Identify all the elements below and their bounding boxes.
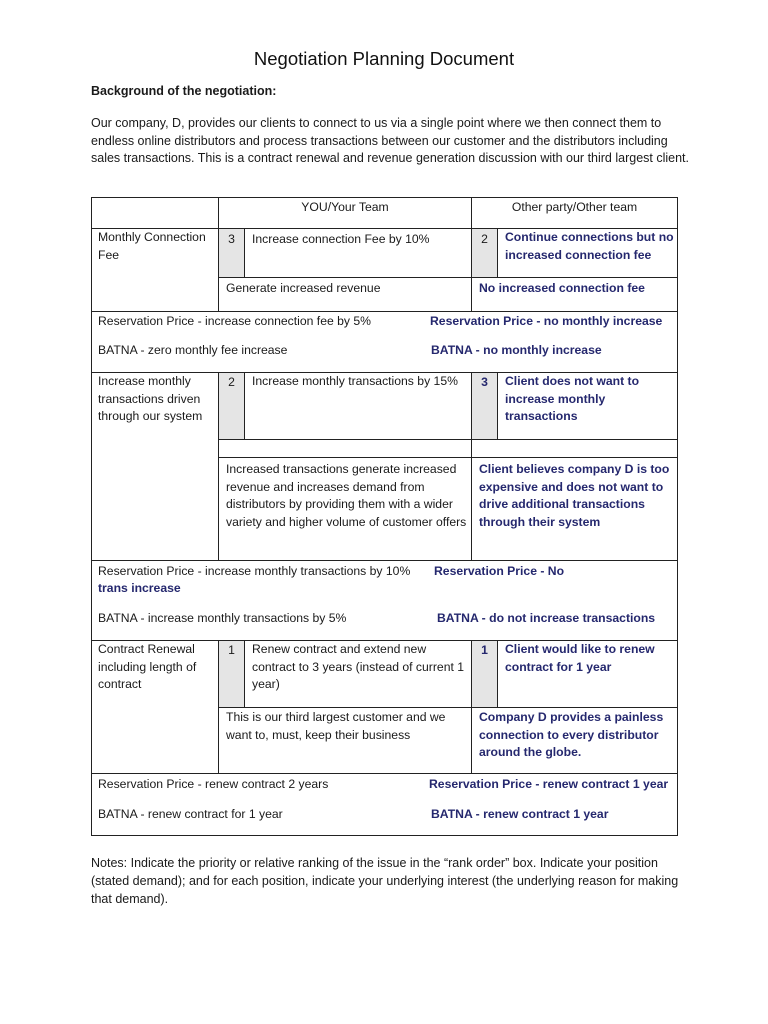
you-batna: BATNA - increase monthly transactions by 5% bbox=[98, 611, 347, 625]
other-reservation-price: Reservation Price - renew contract 1 year bbox=[429, 777, 669, 791]
you-rank: 3 bbox=[228, 232, 235, 246]
other-interest: Company D provides a painless connection to every distributor around the globe. bbox=[479, 710, 664, 760]
other-reservation-price: Reservation Price - no monthly increase bbox=[430, 314, 663, 328]
header-other-team: Other party/Other team bbox=[511, 200, 638, 214]
header-you-team: YOU/Your Team bbox=[301, 200, 389, 214]
other-interest: No increased connection fee bbox=[479, 281, 645, 295]
other-position: Client does not want to increase monthly transactions bbox=[505, 374, 640, 424]
you-interest: Generate increased revenue bbox=[226, 281, 381, 295]
background-heading: Background of the negotiation: bbox=[91, 84, 277, 98]
other-rank: 1 bbox=[481, 643, 488, 657]
you-batna: BATNA - renew contract for 1 year bbox=[98, 807, 283, 821]
you-interest: This is our third largest customer and we want to, must, keep their business bbox=[226, 710, 446, 742]
other-rank: 3 bbox=[481, 375, 488, 389]
background-text: Our company, D, provides our clients to connect to us via a single point where we then connect them to endless online distributors and process transactions between our customer and the distributors including sales transactions. This is a contract renewal and revenue generation discussion with our third largest client. bbox=[91, 116, 689, 165]
other-interest: Client believes company D is too expensive and does not want to drive additional transactions through their system bbox=[479, 462, 670, 529]
issue-name: Contract Renewal including length of contract bbox=[98, 642, 197, 692]
you-rank: 1 bbox=[228, 643, 235, 657]
other-batna: BATNA - renew contract 1 year bbox=[431, 807, 609, 821]
you-position: Increase connection Fee by 10% bbox=[252, 232, 430, 246]
issue-name: Increase monthly transactions driven through our system bbox=[98, 374, 203, 424]
you-position: Increase monthly transactions by 15% bbox=[252, 374, 458, 388]
other-position: Continue connections but no increased connection fee bbox=[505, 230, 674, 262]
notes-text: Notes: Indicate the priority or relative ranking of the issue in the “rank order” box. Indicate your position (stated demand); and for each position, indicate your underlying interest (the underlying reason for making that demand). bbox=[91, 856, 679, 906]
other-batna: BATNA - do not increase transactions bbox=[437, 611, 656, 625]
you-reservation-price: Reservation Price - renew contract 2 years bbox=[98, 777, 329, 791]
page-title: Negotiation Planning Document bbox=[253, 48, 515, 69]
you-reservation-price: Reservation Price - increase monthly transactions by 10% bbox=[98, 564, 411, 578]
issue-name: Monthly Connection Fee bbox=[98, 230, 206, 262]
you-rank: 2 bbox=[228, 375, 235, 389]
you-interest: Increased transactions generate increased revenue and increases demand from distributors by providing them with a wider variety and higher volume of customer offers bbox=[226, 462, 467, 529]
you-batna: BATNA - zero monthly fee increase bbox=[98, 343, 288, 357]
other-rank: 2 bbox=[481, 232, 488, 246]
other-reservation-price-continued: trans increase bbox=[98, 581, 181, 595]
other-reservation-price: Reservation Price - No bbox=[434, 564, 565, 578]
other-position: Client would like to renew contract for 1 year bbox=[505, 642, 655, 674]
you-reservation-price: Reservation Price - increase connection fee by 5% bbox=[98, 314, 372, 328]
you-position: Renew contract and extend new contract to 3 years (instead of current 1 year) bbox=[252, 642, 465, 692]
other-batna: BATNA - no monthly increase bbox=[431, 343, 602, 357]
